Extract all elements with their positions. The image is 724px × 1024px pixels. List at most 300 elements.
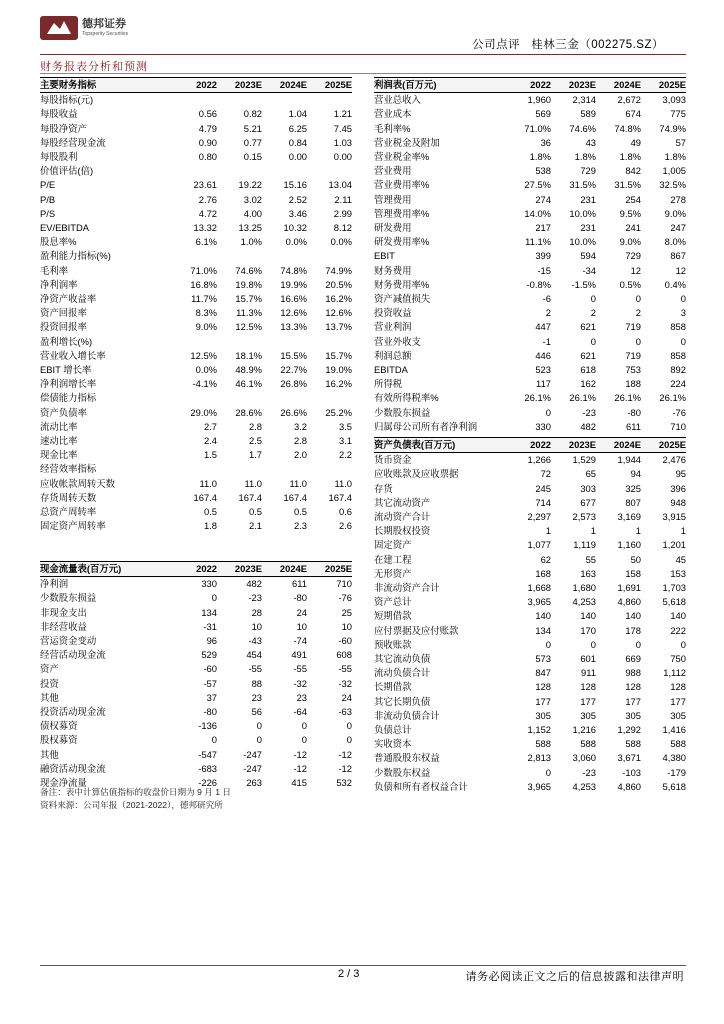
cell-value: 1.21 bbox=[333, 108, 352, 120]
cell-value: 96 bbox=[206, 635, 217, 647]
cell-value: -55 bbox=[248, 663, 262, 675]
row-label: 毛利率 bbox=[40, 264, 69, 276]
cell-value: 911 bbox=[581, 667, 596, 679]
cell-value: 177 bbox=[580, 695, 596, 707]
year-header: 2024E bbox=[596, 78, 641, 93]
cell-value: 2 bbox=[590, 307, 596, 319]
year-header: 2022 bbox=[172, 78, 217, 93]
cell-value: -63 bbox=[338, 706, 352, 718]
balance-sheet-table bbox=[374, 437, 686, 794]
table-row bbox=[40, 320, 352, 334]
cell-value: 9.0% bbox=[195, 321, 217, 333]
cell-value bbox=[262, 164, 307, 178]
row-label: 所得税 bbox=[374, 378, 403, 390]
cell-value: 5.21 bbox=[243, 122, 262, 134]
cell-value: 25 bbox=[341, 606, 352, 618]
cell-value: 241 bbox=[625, 222, 641, 234]
cell-value: 1,266 bbox=[527, 454, 551, 466]
cell-value: 396 bbox=[670, 482, 686, 494]
row-label: 长期借款 bbox=[374, 681, 412, 693]
table-row bbox=[374, 780, 686, 794]
row-label: 管理费用 bbox=[374, 193, 412, 205]
cell-value: 2,672 bbox=[617, 94, 641, 106]
cell-value: 529 bbox=[201, 649, 217, 661]
cell-value: 13.3% bbox=[280, 321, 307, 333]
row-label: 总资产周转率 bbox=[40, 506, 97, 518]
cell-value: 2.0 bbox=[293, 449, 307, 461]
doc-type: 公司点评 bbox=[472, 39, 521, 51]
cell-value: -80 bbox=[293, 592, 307, 604]
cash-flow-table bbox=[40, 561, 352, 790]
cell-value: 1,160 bbox=[617, 539, 641, 551]
cell-value: 0 bbox=[680, 638, 686, 650]
cell-value: 46.1% bbox=[235, 378, 262, 390]
cell-value: 36 bbox=[540, 136, 551, 148]
cell-value: 3,093 bbox=[662, 94, 686, 106]
cell-value: 10 bbox=[251, 620, 262, 632]
cell-value: 3.46 bbox=[288, 207, 307, 219]
table-row bbox=[374, 377, 686, 391]
cell-value: 56 bbox=[251, 706, 262, 718]
table-row bbox=[374, 524, 686, 538]
cell-value: -32 bbox=[338, 677, 352, 689]
cell-value: 28 bbox=[251, 606, 262, 618]
cell-value: 729 bbox=[580, 165, 596, 177]
cell-value: 482 bbox=[246, 578, 262, 590]
cell-value: 16.2% bbox=[325, 378, 352, 390]
cell-value: 8.0% bbox=[664, 236, 686, 248]
cell-value: 20.5% bbox=[325, 278, 352, 290]
cell-value: 1.8% bbox=[574, 151, 596, 163]
table-row bbox=[374, 695, 686, 709]
table-row bbox=[374, 93, 686, 108]
cell-value: 988 bbox=[625, 667, 641, 679]
cell-value: 0.5 bbox=[248, 506, 262, 518]
row-label: 少数股东损益 bbox=[374, 406, 431, 418]
cell-value: 74.8% bbox=[614, 122, 641, 134]
cell-value bbox=[217, 93, 262, 108]
table-row bbox=[374, 406, 686, 420]
row-label: P/B bbox=[40, 193, 56, 205]
cell-value: 12.6% bbox=[325, 307, 352, 319]
cell-value: 2 bbox=[635, 307, 641, 319]
cell-value bbox=[172, 164, 217, 178]
table-row bbox=[40, 591, 352, 605]
row-label: 每股收益 bbox=[40, 108, 78, 120]
row-label: 资产减值损失 bbox=[374, 293, 431, 305]
cell-value: 330 bbox=[535, 420, 551, 432]
cell-value: -76 bbox=[338, 592, 352, 604]
year-header: 2024E bbox=[262, 562, 307, 577]
cell-value: 167.4 bbox=[238, 491, 262, 503]
cell-value: 16.6% bbox=[280, 293, 307, 305]
cell-value: 49 bbox=[630, 136, 641, 148]
key-indicators-table bbox=[40, 77, 352, 534]
table-row bbox=[374, 306, 686, 320]
cell-value: 399 bbox=[535, 250, 551, 262]
cell-value: 1,292 bbox=[617, 724, 641, 736]
cell-value: 13.25 bbox=[238, 222, 262, 234]
table-row bbox=[374, 652, 686, 666]
cell-value: 128 bbox=[535, 681, 551, 693]
cell-value: 2.52 bbox=[288, 193, 307, 205]
table-row bbox=[40, 505, 352, 519]
cell-value: 9.5% bbox=[619, 207, 641, 219]
row-label: 流动负债合计 bbox=[374, 667, 431, 679]
row-label: 财务费用率% bbox=[374, 278, 430, 290]
cell-value: 569 bbox=[535, 108, 551, 120]
year-header: 2022 bbox=[172, 562, 217, 577]
cell-value: 10.32 bbox=[283, 222, 307, 234]
table-row bbox=[40, 363, 352, 377]
cell-value: 6.25 bbox=[288, 122, 307, 134]
row-label: 净资产收益率 bbox=[40, 293, 97, 305]
year-header: 2025E bbox=[307, 562, 352, 577]
cell-value: -76 bbox=[672, 406, 686, 418]
cell-value: 19.8% bbox=[235, 278, 262, 290]
cell-value bbox=[172, 391, 217, 405]
income-statement-table bbox=[374, 77, 686, 434]
cell-value bbox=[217, 249, 262, 263]
row-label: 存货 bbox=[374, 482, 393, 494]
table-row bbox=[40, 93, 352, 108]
row-label: 资产 bbox=[40, 663, 59, 675]
table-row bbox=[40, 221, 352, 235]
table-row bbox=[40, 306, 352, 320]
cell-value: 15.7% bbox=[325, 349, 352, 361]
cell-value: -80 bbox=[627, 406, 641, 418]
table-row bbox=[40, 491, 352, 505]
cell-value: 14.0% bbox=[524, 207, 551, 219]
cell-value: 4,253 bbox=[572, 596, 596, 608]
cell-value: 305 bbox=[670, 709, 686, 721]
table-row bbox=[40, 235, 352, 249]
cell-value: 128 bbox=[580, 681, 596, 693]
row-label: 净利润率 bbox=[40, 278, 78, 290]
table-row bbox=[40, 577, 352, 592]
cell-value: 50 bbox=[630, 553, 641, 565]
cell-value: 231 bbox=[580, 222, 596, 234]
legal-disclaimer: 请务必阅读正文之后的信息披露和法律声明 bbox=[465, 971, 684, 983]
row-label: 营运资金变动 bbox=[40, 635, 97, 647]
row-label: 应付票据及应付账款 bbox=[374, 624, 459, 636]
row-label: 少数股东损益 bbox=[40, 592, 97, 604]
cell-value bbox=[172, 462, 217, 476]
cell-value bbox=[217, 391, 262, 405]
footer-divider bbox=[40, 965, 686, 966]
row-label: 负债和所有者权益合计 bbox=[374, 780, 468, 792]
cell-value: 94 bbox=[630, 468, 641, 480]
row-label: 资产回报率 bbox=[40, 307, 87, 319]
cell-value: 29.0% bbox=[190, 406, 217, 418]
year-header: 2023E bbox=[217, 78, 262, 93]
cell-value: 278 bbox=[670, 193, 686, 205]
table-row bbox=[374, 751, 686, 765]
table-row bbox=[40, 335, 352, 349]
row-label: 有效所得税率% bbox=[374, 392, 439, 404]
cell-value: 140 bbox=[670, 610, 686, 622]
cell-value: 454 bbox=[246, 649, 262, 661]
cell-value bbox=[217, 462, 262, 476]
cell-value: 140 bbox=[625, 610, 641, 622]
table-row bbox=[374, 766, 686, 780]
cell-value: 37 bbox=[206, 691, 217, 703]
cell-value: 847 bbox=[535, 667, 551, 679]
cell-value: 0 bbox=[590, 638, 596, 650]
cell-value: 608 bbox=[336, 649, 352, 661]
cell-value: 25.2% bbox=[325, 406, 352, 418]
table-row bbox=[374, 178, 686, 192]
row-label: 其他 bbox=[40, 748, 59, 760]
cell-value: 1,112 bbox=[663, 667, 686, 679]
row-label: 无形资产 bbox=[374, 567, 412, 579]
cell-value: 0.56 bbox=[198, 108, 217, 120]
cell-value: 15.5% bbox=[280, 349, 307, 361]
cell-value: 254 bbox=[625, 193, 641, 205]
row-label: 普通股股东权益 bbox=[374, 752, 440, 764]
cell-value: 674 bbox=[625, 108, 641, 120]
cell-value: 224 bbox=[670, 378, 686, 390]
cell-value: 1,703 bbox=[662, 582, 686, 594]
cell-value: 1,691 bbox=[617, 582, 641, 594]
cell-value: 0 bbox=[301, 734, 307, 746]
cell-value: 618 bbox=[580, 364, 596, 376]
table-header-row bbox=[40, 562, 352, 577]
cell-value: 842 bbox=[625, 165, 641, 177]
cell-value: -32 bbox=[293, 677, 307, 689]
cell-value: 2,476 bbox=[662, 454, 686, 466]
cell-value: 0 bbox=[211, 592, 217, 604]
cell-value: 65 bbox=[585, 468, 596, 480]
row-label: 管理费用率% bbox=[374, 207, 430, 219]
cell-value: 0 bbox=[635, 638, 641, 650]
cell-value: 4.72 bbox=[198, 207, 217, 219]
cell-value: 710 bbox=[670, 420, 686, 432]
cell-value: 714 bbox=[535, 496, 551, 508]
cell-value: 601 bbox=[580, 653, 596, 665]
cell-value: 0 bbox=[301, 720, 307, 732]
table-row bbox=[40, 719, 352, 733]
cell-value: 26.1% bbox=[614, 392, 641, 404]
cell-value: 621 bbox=[580, 349, 596, 361]
cell-value bbox=[307, 93, 352, 108]
table-row bbox=[40, 292, 352, 306]
cell-value: 15.16 bbox=[283, 179, 307, 191]
cell-value: 0 bbox=[545, 406, 551, 418]
row-label: 经营效率指标 bbox=[40, 463, 97, 475]
cell-value: 0 bbox=[590, 293, 596, 305]
cell-value: 523 bbox=[535, 364, 551, 376]
cell-value: 719 bbox=[625, 321, 641, 333]
cell-value: 0 bbox=[590, 335, 596, 347]
row-label: 投资 bbox=[40, 677, 59, 689]
cell-value: 3.2 bbox=[293, 420, 307, 432]
cell-value: -6 bbox=[542, 293, 551, 305]
cell-value: 750 bbox=[670, 653, 686, 665]
cell-value bbox=[262, 462, 307, 476]
cell-value bbox=[172, 249, 217, 263]
brand-name-cn: 德邦证券 bbox=[82, 18, 126, 30]
source-note: 资料来源：公司年报（2021-2022），德邦研究所 bbox=[40, 800, 223, 810]
table-header-row bbox=[40, 78, 352, 93]
cell-value: -31 bbox=[203, 620, 217, 632]
table-row bbox=[374, 150, 686, 164]
table-row bbox=[40, 264, 352, 278]
row-label: 每股指标(元) bbox=[40, 94, 94, 106]
cell-value: 3,965 bbox=[527, 596, 551, 608]
cell-value: 588 bbox=[670, 738, 686, 750]
cell-value: 482 bbox=[580, 420, 596, 432]
row-label: 偿债能力指标 bbox=[40, 392, 97, 404]
cell-value: 23 bbox=[251, 691, 262, 703]
cell-value: 2.2 bbox=[338, 449, 352, 461]
row-label: 资产总计 bbox=[374, 596, 412, 608]
cell-value: 2.99 bbox=[333, 207, 352, 219]
table-title: 现金流量表(百万元) bbox=[40, 562, 172, 577]
row-label: 营业成本 bbox=[374, 108, 412, 120]
cell-value: 128 bbox=[625, 681, 641, 693]
table-row bbox=[40, 377, 352, 391]
table-row bbox=[374, 221, 686, 235]
cell-value: 0 bbox=[256, 720, 262, 732]
cell-value bbox=[307, 462, 352, 476]
table-row bbox=[40, 178, 352, 192]
cell-value: 231 bbox=[580, 193, 596, 205]
cell-value: 18.1% bbox=[235, 349, 262, 361]
cell-value: 589 bbox=[580, 108, 596, 120]
cell-value: 1,960 bbox=[527, 94, 551, 106]
table-row bbox=[40, 762, 352, 776]
cell-value: 1,668 bbox=[527, 582, 551, 594]
cell-value: 11.0 bbox=[244, 477, 262, 489]
row-label: EV/EBITDA bbox=[40, 222, 89, 234]
cell-value: 669 bbox=[625, 653, 641, 665]
year-header: 2022 bbox=[506, 438, 551, 453]
cell-value: 274 bbox=[535, 193, 551, 205]
section-divider bbox=[40, 73, 686, 74]
cell-value: 1.03 bbox=[333, 136, 352, 148]
cell-value: 24 bbox=[296, 606, 307, 618]
cell-value: 167.4 bbox=[328, 491, 352, 503]
cell-value: 1 bbox=[545, 525, 551, 537]
table-row bbox=[40, 150, 352, 164]
row-label: 每股净资产 bbox=[40, 122, 87, 134]
cell-value: 446 bbox=[535, 349, 551, 361]
cell-value: 305 bbox=[625, 709, 641, 721]
cell-value: 1.8% bbox=[664, 151, 686, 163]
year-header: 2022 bbox=[506, 78, 551, 93]
cell-value: -60 bbox=[203, 663, 217, 675]
table-row bbox=[40, 705, 352, 719]
table-row bbox=[374, 609, 686, 623]
cell-value: 74.6% bbox=[569, 122, 596, 134]
cell-value: 9.0% bbox=[664, 207, 686, 219]
cell-value: 2.4 bbox=[203, 435, 217, 447]
cell-value: 10.0% bbox=[569, 236, 596, 248]
row-label: 在建工程 bbox=[374, 553, 412, 565]
table-row bbox=[374, 193, 686, 207]
year-header: 2023E bbox=[551, 438, 596, 453]
cell-value: 134 bbox=[535, 624, 551, 636]
cell-value: -12 bbox=[338, 762, 352, 774]
cell-value: -15 bbox=[537, 264, 551, 276]
cell-value: 1,944 bbox=[617, 454, 641, 466]
cell-value: 325 bbox=[625, 482, 641, 494]
cell-value: -0.8% bbox=[526, 278, 551, 290]
table-row bbox=[40, 434, 352, 448]
cell-value: 27.5% bbox=[524, 179, 551, 191]
table-title: 主要财务指标 bbox=[40, 78, 172, 93]
cell-value: 677 bbox=[580, 496, 596, 508]
cell-value: 1,416 bbox=[662, 724, 686, 736]
table-row bbox=[374, 420, 686, 434]
row-label: 归属母公司所有者净利润 bbox=[374, 420, 478, 432]
cell-value: 0.0% bbox=[330, 236, 352, 248]
table-row bbox=[40, 406, 352, 420]
table-row bbox=[374, 723, 686, 737]
row-label: 营业利润 bbox=[374, 321, 412, 333]
table-row bbox=[374, 595, 686, 609]
cell-value: -12 bbox=[338, 748, 352, 760]
cell-value: 23.61 bbox=[193, 179, 217, 191]
cell-value bbox=[217, 335, 262, 349]
cell-value: 0.80 bbox=[198, 151, 217, 163]
row-label: 其它流动资产 bbox=[374, 496, 431, 508]
cell-value: 62 bbox=[540, 553, 551, 565]
cell-value: 19.9% bbox=[280, 278, 307, 290]
cell-value: 2.8 bbox=[248, 420, 262, 432]
row-label: 短期借款 bbox=[374, 610, 412, 622]
table-row bbox=[374, 467, 686, 481]
cell-value: 9.0% bbox=[619, 236, 641, 248]
row-label: EBIT 增长率 bbox=[40, 364, 92, 376]
cell-value: 3,060 bbox=[572, 752, 596, 764]
cell-value: 1,680 bbox=[572, 582, 596, 594]
cell-value: 12.5% bbox=[235, 321, 262, 333]
table-row bbox=[374, 363, 686, 377]
cell-value bbox=[172, 93, 217, 108]
cell-value: 1 bbox=[590, 525, 596, 537]
row-label: 利润总额 bbox=[374, 349, 412, 361]
cell-value: 1.8 bbox=[203, 520, 217, 532]
cell-value: 88 bbox=[251, 677, 262, 689]
cell-value bbox=[307, 391, 352, 405]
table-row bbox=[40, 349, 352, 363]
cell-value: 4,253 bbox=[572, 780, 596, 792]
cell-value: 0 bbox=[680, 293, 686, 305]
cell-value: 163 bbox=[580, 567, 596, 579]
cell-value: 1.7 bbox=[248, 449, 262, 461]
row-label: 净利润增长率 bbox=[40, 378, 97, 390]
cell-value: 867 bbox=[670, 250, 686, 262]
cell-value: 128 bbox=[670, 681, 686, 693]
brand-logo bbox=[40, 16, 128, 40]
table-row bbox=[374, 553, 686, 567]
row-label: 价值评估(倍) bbox=[40, 165, 94, 177]
cell-value: 11.0 bbox=[199, 477, 217, 489]
cell-value: 8.3% bbox=[195, 307, 217, 319]
cell-value: 11.0 bbox=[334, 477, 352, 489]
table-row bbox=[374, 581, 686, 595]
cell-value: 95 bbox=[675, 468, 686, 480]
cell-value: -64 bbox=[293, 706, 307, 718]
table-row bbox=[374, 624, 686, 638]
cell-value: 0.90 bbox=[198, 136, 217, 148]
cell-value: 0.15 bbox=[243, 151, 262, 163]
cell-value: -4.1% bbox=[192, 378, 217, 390]
row-label: 营业费用率% bbox=[374, 179, 430, 191]
row-label: 应收账款及应收票据 bbox=[374, 468, 459, 480]
